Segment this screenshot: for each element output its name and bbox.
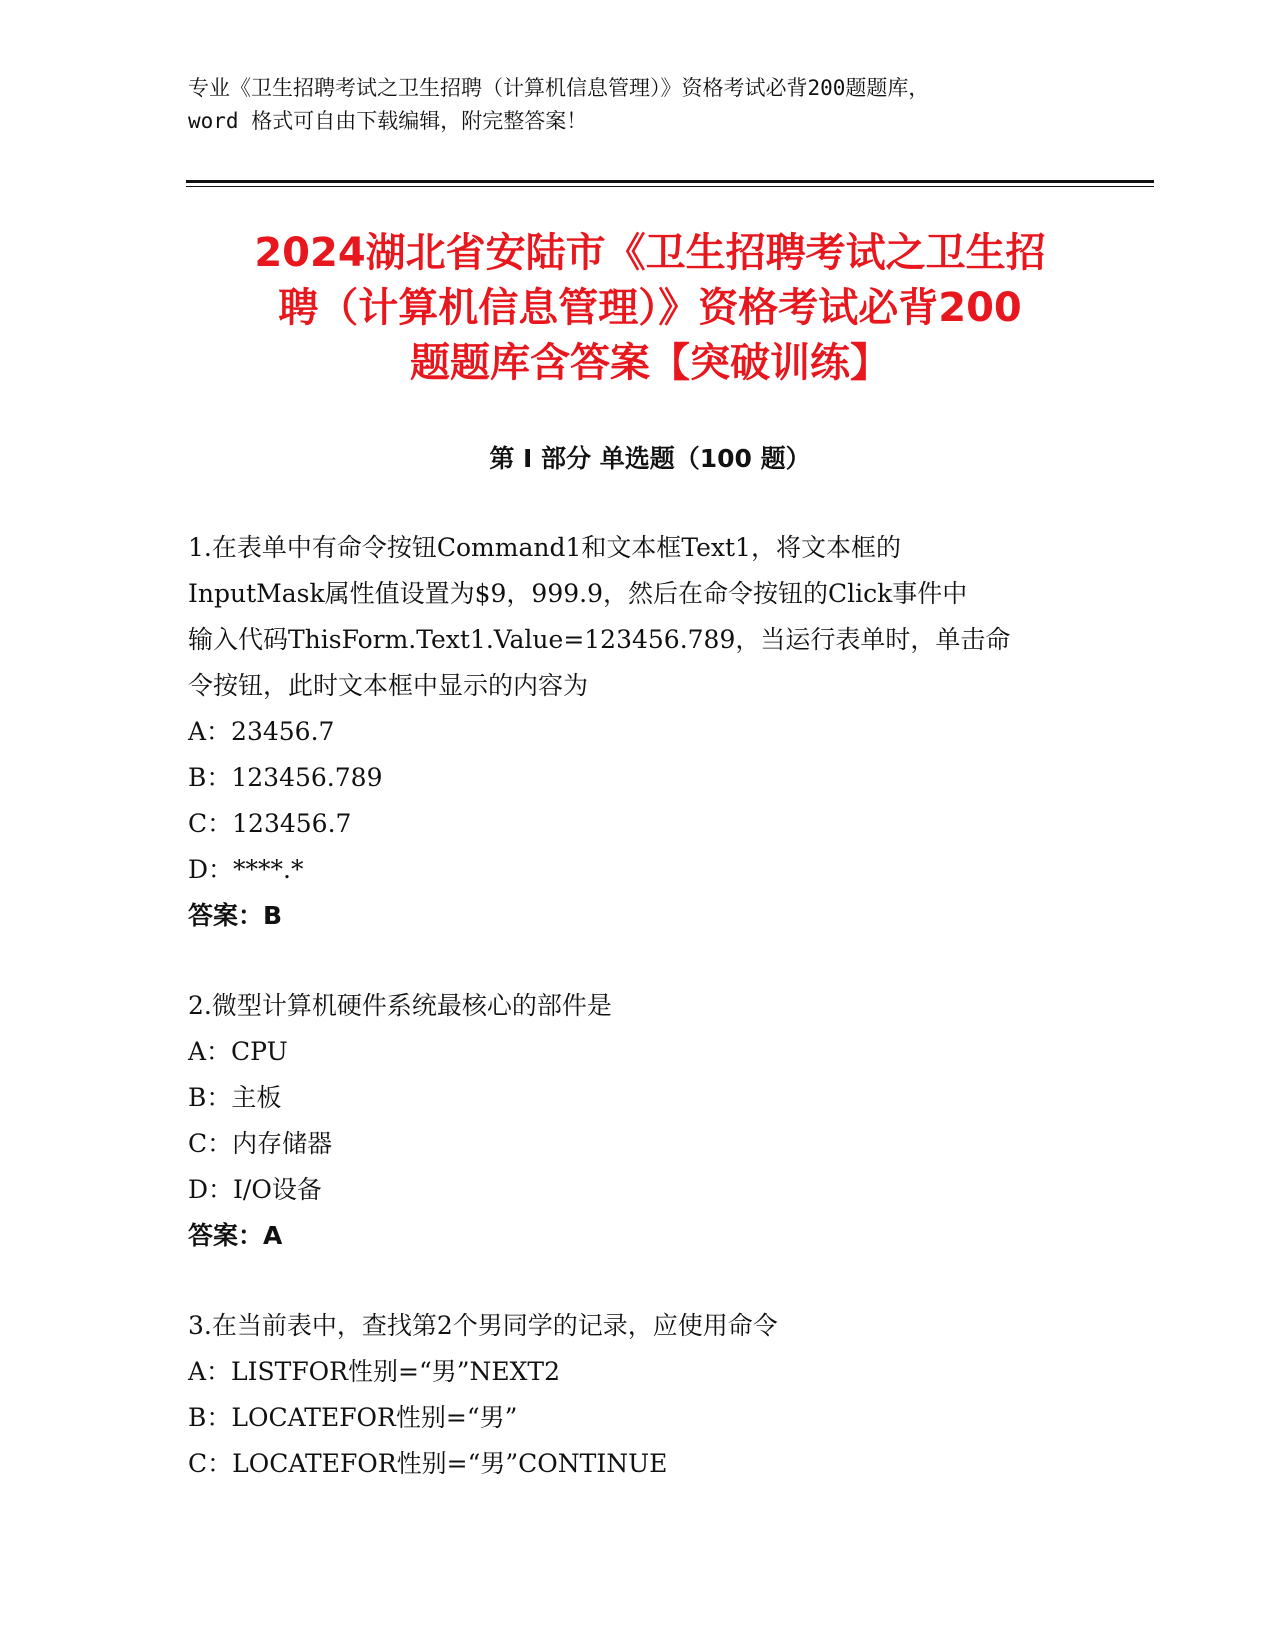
answer-option: D：I/O设备: [188, 1175, 322, 1204]
question-stem-line: 令按钮，此时文本框中显示的内容为: [188, 671, 589, 700]
question-item: [188, 525, 1088, 939]
answer-option: A：23456.7: [188, 717, 335, 746]
header-note: [188, 72, 1088, 138]
question-stem-line: 输入代码ThisForm.Text1.Value=123456.789，当运行表单时，单击命: [188, 625, 1011, 654]
question-list: [188, 525, 1088, 1531]
answer-key: 答案：B: [188, 901, 283, 930]
answer-option: C：LOCATEFOR性别=“男”CONTINUE: [188, 1449, 668, 1478]
document-title-line-1: 2024湖北省安陆市《卫生招聘考试之卫生招: [254, 230, 1046, 276]
header-note-line-2: word 格式可自由下载编辑，附完整答案！: [188, 109, 588, 133]
answer-option: B：主板: [188, 1083, 282, 1112]
question-item: [188, 983, 1088, 1259]
answer-option: C：内存储器: [188, 1129, 333, 1158]
header-note-line-1: 专业《卫生招聘考试之卫生招聘（计算机信息管理）》资格考试必背200题题库，: [188, 76, 930, 100]
document-title-line-3: 题题库含答案【突破训练】: [410, 340, 890, 386]
answer-option: C：123456.7: [188, 809, 352, 838]
answer-option: B：123456.789: [188, 763, 383, 792]
document-title-line-2: 聘（计算机信息管理）》资格考试必背200: [278, 285, 1022, 331]
question-stem-line: 3.在当前表中，查找第2个男同学的记录，应使用命令: [188, 1311, 778, 1340]
header-divider-thick: [186, 180, 1154, 183]
question-stem-line: 2.微型计算机硬件系统最核心的部件是: [188, 991, 612, 1020]
question-item: [188, 1303, 1088, 1487]
answer-option: A：LISTFOR性别=“男”NEXT2: [188, 1357, 561, 1386]
document-title: [150, 226, 1150, 391]
section-title: 第 I 部分 单选题（100 题）: [489, 444, 811, 473]
header-divider-thin: [186, 186, 1154, 187]
answer-option: B：LOCATEFOR性别=“男”: [188, 1403, 518, 1432]
question-stem-line: InputMask属性值设置为$9，999.9，然后在命令按钮的Click事件中: [188, 579, 968, 608]
answer-option: A：CPU: [188, 1037, 288, 1066]
answer-option: D：****.*: [188, 855, 304, 884]
question-stem-line: 1.在表单中有命令按钮Command1和文本框Text1，将文本框的: [188, 533, 901, 562]
answer-key: 答案：A: [188, 1221, 283, 1250]
